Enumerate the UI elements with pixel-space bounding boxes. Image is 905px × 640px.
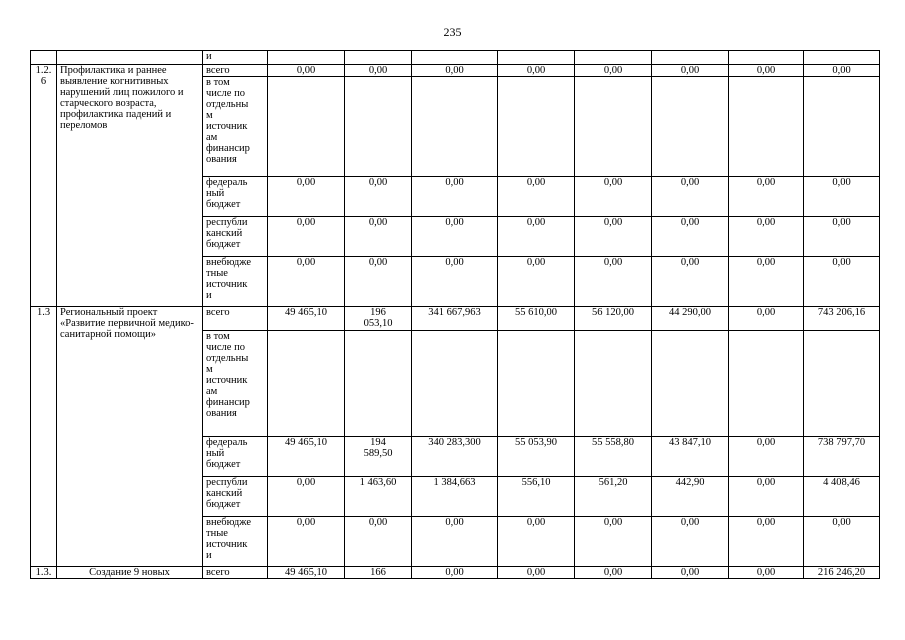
- value-cell: 556,10: [498, 477, 575, 517]
- value-cell: [412, 331, 498, 437]
- source-cell: всего: [203, 65, 268, 77]
- value-cell: 0,00: [729, 217, 804, 257]
- table-row: [31, 51, 880, 65]
- value-cell: [652, 77, 729, 177]
- value-cell: 0,00: [498, 567, 575, 579]
- value-cell: 44 290,00: [652, 307, 729, 331]
- source-cell: всего: [203, 307, 268, 331]
- value-cell: 0,00: [729, 567, 804, 579]
- value-cell: 0,00: [729, 437, 804, 477]
- value-cell: [268, 331, 345, 437]
- source-cell: внебюдже тные источник и: [203, 517, 268, 567]
- value-cell: 0,00: [268, 517, 345, 567]
- value-cell: 0,00: [652, 567, 729, 579]
- value-cell: 0,00: [498, 65, 575, 77]
- value-cell: 0,00: [345, 517, 412, 567]
- source-cell: в том числе по отдельны м источник ам финансир ования: [203, 331, 268, 437]
- value-cell: 166: [345, 567, 412, 579]
- value-cell: 0,00: [268, 257, 345, 307]
- value-cell: [575, 77, 652, 177]
- value-cell: [345, 331, 412, 437]
- value-cell: 0,00: [345, 65, 412, 77]
- value-cell: [268, 77, 345, 177]
- value-cell: 0,00: [575, 65, 652, 77]
- source-cell: республи канский бюджет: [203, 217, 268, 257]
- value-cell: 0,00: [412, 65, 498, 77]
- table-row: [31, 307, 880, 331]
- value-cell: 0,00: [345, 177, 412, 217]
- source-cell: республи канский бюджет: [203, 477, 268, 517]
- value-cell: 0,00: [652, 65, 729, 77]
- value-cell: [575, 51, 652, 65]
- value-cell: 0,00: [498, 217, 575, 257]
- value-cell: 49 465,10: [268, 567, 345, 579]
- value-cell: 43 847,10: [652, 437, 729, 477]
- value-cell: [804, 51, 880, 65]
- value-cell: 0,00: [498, 177, 575, 217]
- page-number: 235: [443, 25, 462, 39]
- value-cell: 0,00: [498, 517, 575, 567]
- source-cell: внебюдже тные источник и: [203, 257, 268, 307]
- value-cell: 0,00: [575, 517, 652, 567]
- value-cell: 0,00: [575, 257, 652, 307]
- value-cell: 0,00: [804, 177, 880, 217]
- value-cell: 0,00: [729, 477, 804, 517]
- value-cell: 0,00: [268, 477, 345, 517]
- value-cell: 0,00: [412, 217, 498, 257]
- value-cell: 0,00: [412, 567, 498, 579]
- value-cell: [412, 77, 498, 177]
- value-cell: 0,00: [412, 257, 498, 307]
- value-cell: 0,00: [729, 65, 804, 77]
- value-cell: [498, 51, 575, 65]
- value-cell: [804, 77, 880, 177]
- row-title: Профилактика и раннее выявление когнитивных нарушений лиц пожилого и старческого возраста, профилактика падений и переломов: [57, 65, 203, 307]
- value-cell: 1 463,60: [345, 477, 412, 517]
- value-cell: [268, 51, 345, 65]
- value-cell: 0,00: [804, 217, 880, 257]
- value-cell: 0,00: [345, 257, 412, 307]
- title-cell: [57, 51, 203, 65]
- value-cell: [345, 77, 412, 177]
- value-cell: [575, 331, 652, 437]
- table-row: [31, 65, 880, 77]
- value-cell: 4 408,46: [804, 477, 880, 517]
- row-code: 1.3: [31, 307, 57, 567]
- value-cell: 0,00: [498, 257, 575, 307]
- value-cell: 0,00: [268, 65, 345, 77]
- value-cell: [804, 331, 880, 437]
- value-cell: [412, 51, 498, 65]
- value-cell: 56 120,00: [575, 307, 652, 331]
- value-cell: 0,00: [412, 517, 498, 567]
- value-cell: [652, 51, 729, 65]
- row-title: Создание 9 новых: [57, 567, 203, 579]
- value-cell: [498, 77, 575, 177]
- value-cell: [345, 51, 412, 65]
- value-cell: [652, 331, 729, 437]
- code-cell: [31, 51, 57, 65]
- value-cell: 49 465,10: [268, 437, 345, 477]
- source-cell: всего: [203, 567, 268, 579]
- value-cell: 0,00: [268, 177, 345, 217]
- value-cell: 0,00: [729, 517, 804, 567]
- budget-table: [30, 50, 880, 579]
- source-cell: федераль ный бюджет: [203, 177, 268, 217]
- value-cell: 341 667,963: [412, 307, 498, 331]
- value-cell: 194 589,50: [345, 437, 412, 477]
- value-cell: 55 053,90: [498, 437, 575, 477]
- value-cell: [729, 51, 804, 65]
- value-cell: 0,00: [729, 307, 804, 331]
- value-cell: [498, 331, 575, 437]
- value-cell: 0,00: [652, 177, 729, 217]
- value-cell: 0,00: [652, 517, 729, 567]
- source-cell: в том числе по отдельны м источник ам финансир ования: [203, 77, 268, 177]
- value-cell: 0,00: [575, 567, 652, 579]
- value-cell: 0,00: [804, 65, 880, 77]
- value-cell: 743 206,16: [804, 307, 880, 331]
- value-cell: 0,00: [575, 217, 652, 257]
- value-cell: 340 283,300: [412, 437, 498, 477]
- value-cell: 0,00: [652, 217, 729, 257]
- value-cell: 49 465,10: [268, 307, 345, 331]
- value-cell: 442,90: [652, 477, 729, 517]
- value-cell: 1 384,663: [412, 477, 498, 517]
- value-cell: 0,00: [652, 257, 729, 307]
- value-cell: 561,20: [575, 477, 652, 517]
- value-cell: 0,00: [268, 217, 345, 257]
- source-cell: и: [203, 51, 268, 65]
- value-cell: 196 053,10: [345, 307, 412, 331]
- value-cell: 0,00: [804, 257, 880, 307]
- value-cell: 55 610,00: [498, 307, 575, 331]
- source-cell: федераль ный бюджет: [203, 437, 268, 477]
- table-row: [31, 567, 880, 579]
- value-cell: 0,00: [729, 177, 804, 217]
- value-cell: 0,00: [345, 217, 412, 257]
- value-cell: 0,00: [412, 177, 498, 217]
- value-cell: [729, 331, 804, 437]
- row-code: 1.2. 6: [31, 65, 57, 307]
- value-cell: [729, 77, 804, 177]
- value-cell: 0,00: [729, 257, 804, 307]
- value-cell: 55 558,80: [575, 437, 652, 477]
- row-title: Региональный проект «Развитие первичной медико-санитарной помощи»: [57, 307, 203, 567]
- value-cell: 216 246,20: [804, 567, 880, 579]
- value-cell: 0,00: [804, 517, 880, 567]
- value-cell: 0,00: [575, 177, 652, 217]
- row-code: 1.3.: [31, 567, 57, 579]
- value-cell: 738 797,70: [804, 437, 880, 477]
